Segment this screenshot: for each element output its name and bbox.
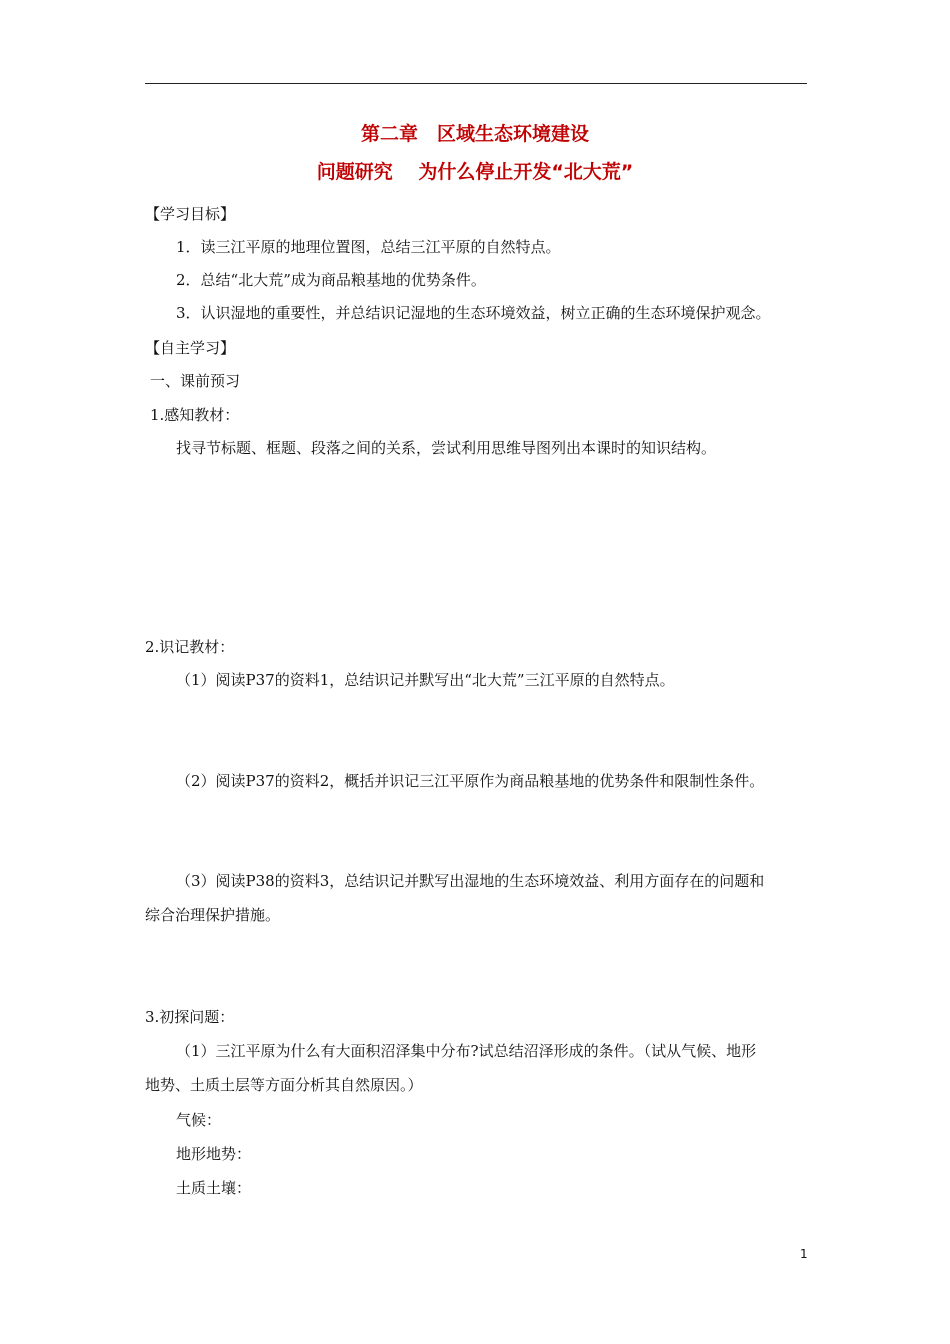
memorize-item: （3）阅读P38的资料3，总结识记并默写出湿地的生态环境效益、利用方面存在的问题和: [176, 872, 765, 890]
blank-terrain: 地形地势：: [176, 1145, 252, 1163]
explore-heading: 3.初探问题：: [145, 1008, 235, 1026]
self-study-heading: 【自主学习】: [145, 339, 236, 357]
objective-item: 1．读三江平原的地理位置图，总结三江平原的自然特点。: [176, 238, 561, 256]
objectives-heading: 【学习目标】: [145, 205, 236, 223]
preview-heading: 一、课前预习: [150, 372, 241, 390]
memorize-heading: 2.识记教材：: [145, 638, 235, 656]
memorize-item: （1）阅读P37的资料1，总结识记并默写出“北大荒”三江平原的自然特点。: [176, 671, 675, 689]
subtitle: 问题研究 为什么停止开发“北大荒”: [316, 161, 634, 183]
header-rule: [145, 83, 807, 84]
page-number: 1: [800, 1247, 808, 1261]
chapter-title: 第二章 区域生态环境建设: [360, 123, 589, 145]
perceive-heading: 1.感知教材：: [150, 406, 240, 424]
memorize-item: （2）阅读P37的资料2，概括并识记三江平原作为商品粮基地的优势条件和限制性条件。: [176, 772, 765, 790]
objective-item: 3．认识湿地的重要性，并总结识记湿地的生态环境效益，树立正确的生态环境保护观念。: [176, 304, 771, 322]
perceive-text: 找寻节标题、框题、段落之间的关系，尝试利用思维导图列出本课时的知识结构。: [176, 439, 717, 457]
explore-item-continued: 地势、土质土层等方面分析其自然原因。）: [145, 1076, 423, 1094]
explore-item: （1）三江平原为什么有大面积沼泽集中分布?试总结沼泽形成的条件。（试从气候、地形: [176, 1042, 757, 1060]
blank-climate: 气候：: [176, 1111, 222, 1129]
memorize-item-continued: 综合治理保护措施。: [145, 906, 281, 924]
blank-soil: 土质土壤：: [176, 1179, 252, 1197]
objective-item: 2．总结“北大荒”成为商品粮基地的优势条件。: [176, 271, 486, 289]
